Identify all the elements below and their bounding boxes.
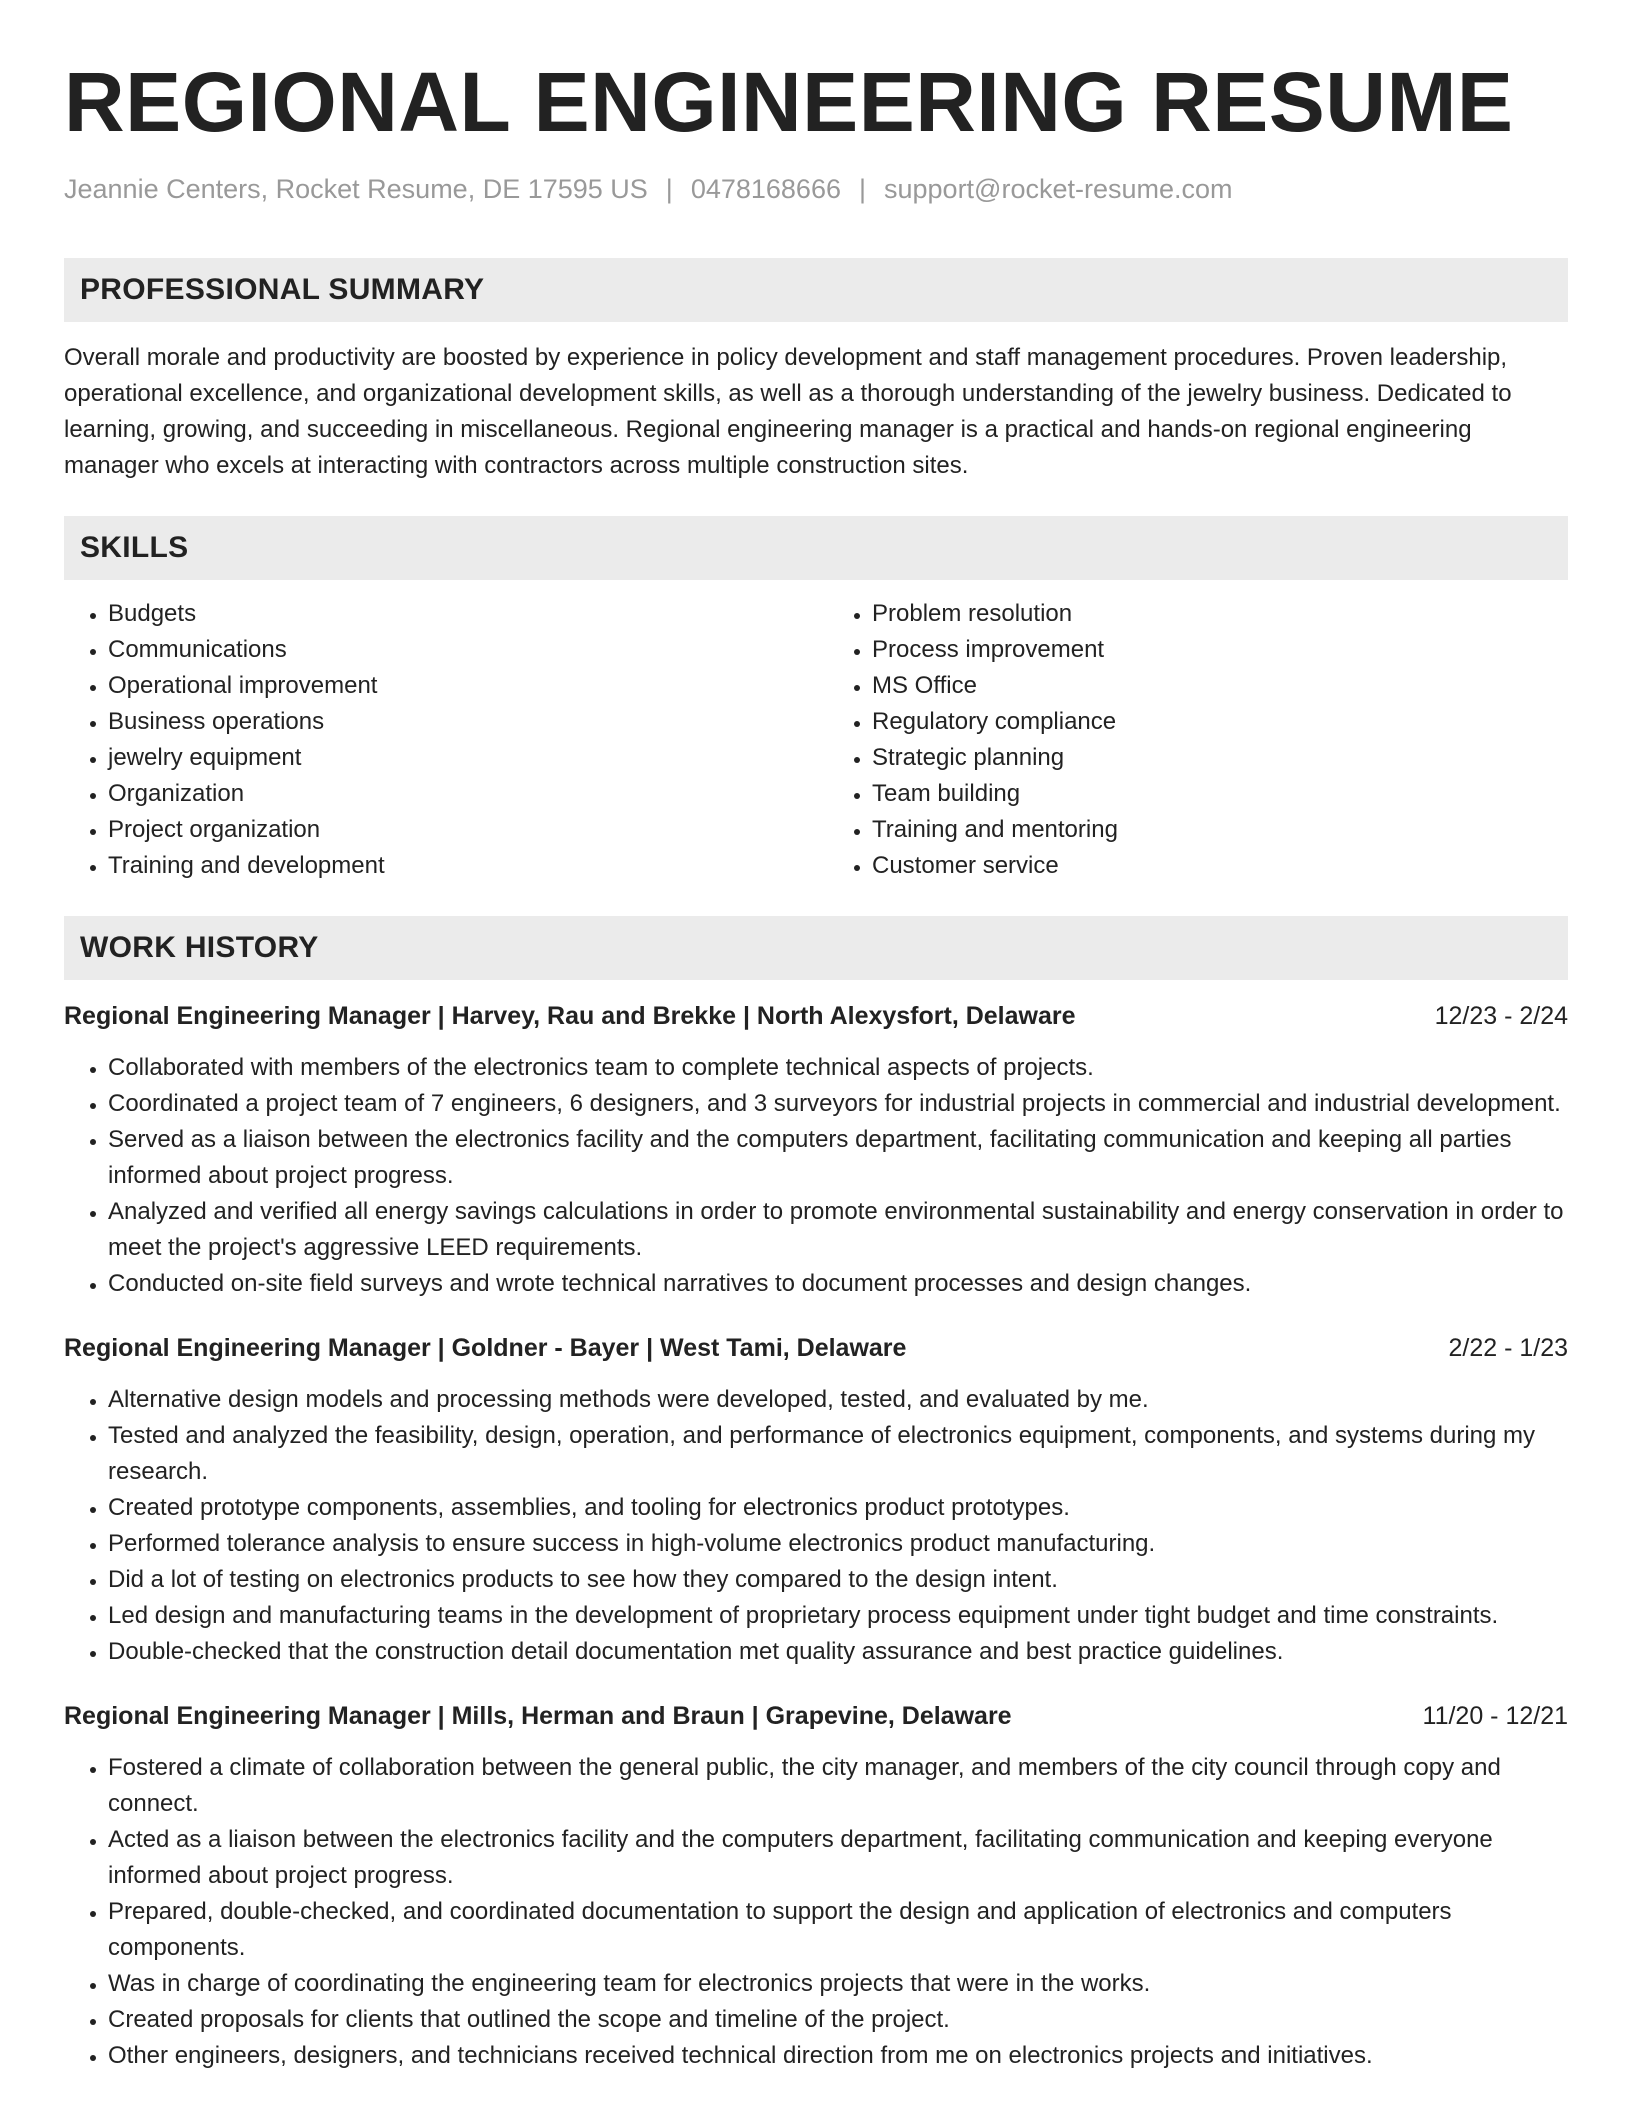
contact-separator: | xyxy=(665,174,673,204)
job-bullet: • Analyzed and verified all energy savings calculations in order to promote environmental sustainability and energy conservation in order to meet the project's aggressive LEED requirements. xyxy=(108,1194,1568,1266)
job-entry xyxy=(64,1330,1568,1670)
section-header-professional-summary: PROFESSIONAL SUMMARY xyxy=(64,258,1568,322)
skill-item: • Regulatory compliance xyxy=(872,704,1568,740)
skill-item: • Process improvement xyxy=(872,632,1568,668)
job-bullet: • Other engineers, designers, and technicians received technical direction from me on electronics projects and initiatives. xyxy=(108,2038,1568,2074)
job-bullet: • Tested and analyzed the feasibility, design, operation, and performance of electronics equipment, components, and systems during my research. xyxy=(108,1418,1568,1490)
job-bullet: • Did a lot of testing on electronics products to see how they compared to the design intent. xyxy=(108,1562,1568,1598)
skill-item: • Budgets xyxy=(108,596,804,632)
job-bullet: • Alternative design models and processing methods were developed, tested, and evaluated by me. xyxy=(108,1382,1568,1418)
job-bullet: • Fostered a climate of collaboration between the general public, the city manager, and members of the city council through copy and connect. xyxy=(108,1750,1568,1822)
job-bullet-list xyxy=(64,1750,1568,2074)
job-entry xyxy=(64,1698,1568,2074)
skill-item: • Team building xyxy=(872,776,1568,812)
job-title: Regional Engineering Manager | Goldner - Bayer | West Tami, Delaware xyxy=(64,1334,907,1362)
job-bullet: • Led design and manufacturing teams in the development of proprietary process equipment under tight budget and time constraints. xyxy=(108,1598,1568,1634)
job-bullet: • Served as a liaison between the electronics facility and the computers department, facilitating communication and keeping all parties informed about project progress. xyxy=(108,1122,1568,1194)
skills-grid xyxy=(64,596,1568,884)
job-bullet: • Double-checked that the construction detail documentation met quality assurance and best practice guidelines. xyxy=(108,1634,1568,1670)
skill-item: • Training and mentoring xyxy=(872,812,1568,848)
job-bullet-list xyxy=(64,1382,1568,1670)
resume-title: REGIONAL ENGINEERING RESUME xyxy=(64,55,1514,149)
skill-item: • Business operations xyxy=(108,704,804,740)
job-bullet: • Conducted on-site field surveys and wrote technical narratives to document processes and design changes. xyxy=(108,1266,1568,1302)
job-heading-row xyxy=(64,1698,1568,1734)
section-header-skills: SKILLS xyxy=(64,516,1568,580)
job-heading-row xyxy=(64,998,1568,1034)
job-entry xyxy=(64,998,1568,1302)
job-bullet: • Performed tolerance analysis to ensure success in high-volume electronics product manufacturing. xyxy=(108,1526,1568,1562)
job-dates: 2/22 - 1/23 xyxy=(1448,1334,1568,1362)
job-bullet: • Acted as a liaison between the electronics facility and the computers department, facilitating communication and keeping everyone informed about project progress. xyxy=(108,1822,1568,1894)
skills-list-right xyxy=(828,596,1568,884)
section-header-work-history: WORK HISTORY xyxy=(64,916,1568,980)
skill-item: • Customer service xyxy=(872,848,1568,884)
job-dates: 11/20 - 12/21 xyxy=(1422,1702,1568,1730)
skill-item: • Project organization xyxy=(108,812,804,848)
professional-summary-text: Overall morale and productivity are boosted by experience in policy development and staff management procedures. Proven leadership, operational excellence, and organizational development skills, as well as a thorough understanding of the jewelry business. Dedicated to learning, growing, and succeeding in miscellaneous. Regional engineering manager is a practical and hands-on regional engineering manager who excels at interacting with contractors across multiple construction sites. xyxy=(64,344,1512,479)
skill-item: • Strategic planning xyxy=(872,740,1568,776)
skill-item: • Operational improvement xyxy=(108,668,804,704)
skill-item: • Problem resolution xyxy=(872,596,1568,632)
contact-email: support@rocket-resume.com xyxy=(884,174,1233,204)
job-heading-row xyxy=(64,1330,1568,1366)
skill-item: • MS Office xyxy=(872,668,1568,704)
contact-line xyxy=(64,172,1568,206)
job-bullet-list xyxy=(64,1050,1568,1302)
job-bullet: • Collaborated with members of the electronics team to complete technical aspects of projects. xyxy=(108,1050,1568,1086)
job-bullet: • Created proposals for clients that outlined the scope and timeline of the project. xyxy=(108,2002,1568,2038)
job-title: Regional Engineering Manager | Harvey, Rau and Brekke | North Alexysfort, Delaware xyxy=(64,1002,1076,1030)
job-title: Regional Engineering Manager | Mills, Herman and Braun | Grapevine, Delaware xyxy=(64,1702,1012,1730)
job-dates: 12/23 - 2/24 xyxy=(1434,1002,1568,1030)
skills-list-left xyxy=(64,596,804,884)
job-bullet: • Prepared, double-checked, and coordinated documentation to support the design and application of electronics and computers components. xyxy=(108,1894,1568,1966)
skill-item: • Organization xyxy=(108,776,804,812)
contact-phone: 0478168666 xyxy=(690,174,841,204)
job-bullet: • Coordinated a project team of 7 engineers, 6 designers, and 3 surveyors for industrial projects in commercial and industrial development. xyxy=(108,1086,1568,1122)
job-bullet: • Created prototype components, assemblies, and tooling for electronics product prototypes. xyxy=(108,1490,1568,1526)
skill-item: • Training and development xyxy=(108,848,804,884)
skill-item: • jewelry equipment xyxy=(108,740,804,776)
contact-separator: | xyxy=(858,174,866,204)
work-history-list xyxy=(64,998,1568,2074)
job-bullet: • Was in charge of coordinating the engineering team for electronics projects that were in the works. xyxy=(108,1966,1568,2002)
skill-item: • Communications xyxy=(108,632,804,668)
contact-address: Jeannie Centers, Rocket Resume, DE 17595 US xyxy=(64,174,648,204)
